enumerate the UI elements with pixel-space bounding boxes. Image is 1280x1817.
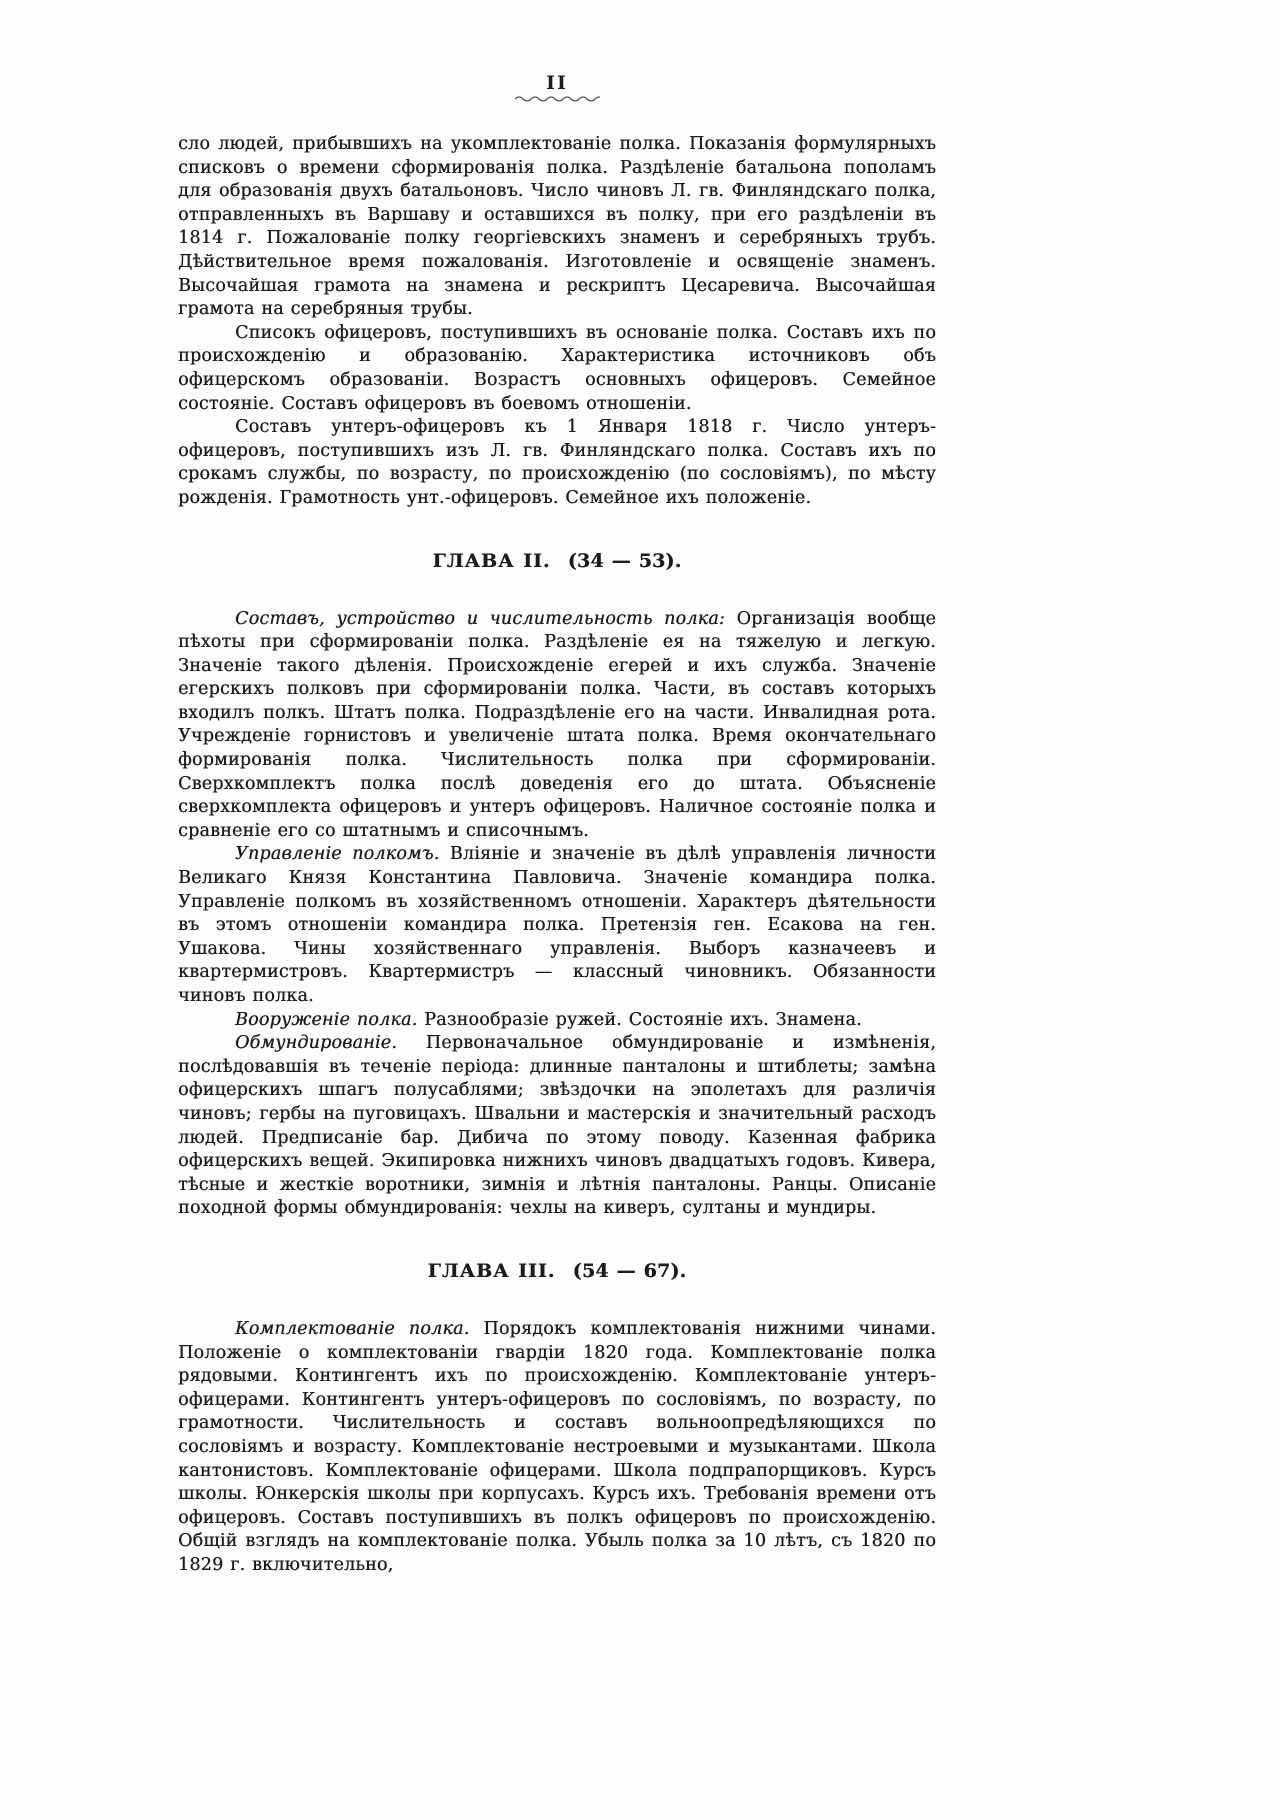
paragraph <box>178 322 936 416</box>
paragraph-lead: Комплектованіе полка. <box>235 1318 470 1339</box>
chapter-title: ГЛАВА III. <box>427 1259 556 1282</box>
paragraph <box>178 843 936 1008</box>
page-number: II <box>546 72 568 94</box>
chapter-title: ГЛАВА II. <box>432 549 551 572</box>
paragraph-lead: Управленіе полкомъ. <box>235 844 440 865</box>
paragraph-lead: Обмундированіе. <box>235 1033 397 1054</box>
paragraph <box>178 416 936 510</box>
paragraph-text: Организація вообще пѣхоты при сформированіи полка. Раздѣленіе ея на тяжелую и легкую. Значеніе такого дѣленія. Происхожденіе егерей и ихъ служба. Значеніе егерскихъ полковъ при сформированіи полка. Части, въ составъ которыхъ входилъ полкъ. Штатъ полка. Подраздѣленіе его на части. Инвалидная рота. Учрежденіе горнистовъ и увеличеніе штата полка. Время окончательнаго формированія полка. Числительность полка при сформированіи. Сверхкомплектъ полка послѣ доведенія его до штата. Объясненіе сверхкомплекта офицеровъ и унтеръ офицеровъ. Наличное состояніе полка и сравненіе его со штатнымъ и списочнымъ. <box>178 608 936 841</box>
page-header <box>178 74 936 103</box>
paragraph <box>178 1032 936 1221</box>
chapter-page-range: (54 — 67). <box>572 1259 687 1282</box>
paragraph <box>178 133 936 322</box>
paragraph-text: Порядокъ комплектованія нижними чинами. Положеніе о комплектованіи гвардіи 1820 года. Комплектованіе полка рядовыми. Контингентъ ихъ по происхожденію. Комплектованіе унтеръ-офицерами. Контингентъ унтеръ-офицеровъ по сословіямъ, по возрасту, по грамотности. Числительность и составъ вольноопредѣляющихся по сословіямъ и возрасту. Комплектованіе нестроевыми и музыкантами. Школа кантонистовъ. Комплектованіе офицерами. Школа подпрапорщиковъ. Курсъ школы. Юнкерскія школы при корпусахъ. Курсъ ихъ. Требованія времени отъ офицеровъ. Составъ поступившихъ въ полкъ офицеровъ по происхожденію. Общій взглядъ на комплектованіе полка. Убыль полка за 10 лѣтъ, съ 1820 по 1829 г. включительно, <box>178 1318 937 1575</box>
paragraph <box>178 608 936 844</box>
squiggle-ornament <box>514 95 600 103</box>
chapter-heading <box>178 549 936 572</box>
chapter-page-range: (34 — 53). <box>567 549 682 572</box>
paragraph-text: Списокъ офицеровъ, поступившихъ въ основаніе полка. Составъ ихъ по происхожденію и образованію. Характеристика источниковъ объ офицерскомъ образованіи. Возрастъ основныхъ офицеровъ. Семейное состояніе. Составъ офицеровъ въ боевомъ отношеніи. <box>178 322 936 414</box>
paragraph-text: Первоначальное обмундированіе и измѣненія, послѣдовавшія въ теченіе періода: длинные панталоны и штиблеты; замѣна офицерскихъ шпагъ полусаблями; звѣздочки на эполетахъ для различія чиновъ; гербы на пуговицахъ. Швальни и мастерскія и значительный расходъ людей. Предписаніе бар. Дибича по этому поводу. Казенная фабрика офицерскихъ вещей. Экипировка нижнихъ чиновъ двадцатыхъ годовъ. Кивера, тѣсные и жесткіе воротники, зимнія и лѣтнія панталоны. Ранцы. Описаніе походной формы обмундированія: чехлы на киверъ, султаны и мундиры. <box>178 1033 936 1219</box>
paragraph-text: Вліяніе и значеніе въ дѣлѣ управленія личности Великаго Князя Константина Павловича. Значеніе командира полка. Управленіе полкомъ въ хозяйственномъ отношеніи. Характеръ дѣятельности въ этомъ отношеніи командира полка. Претензія ген. Есакова на ген. Ушакова. Чины хозяйственнаго управленія. Выборъ казначеевъ и квартермистровъ. Квартермистръ — классный чиновникъ. Обязанности чиновъ полка. <box>178 844 937 1006</box>
paragraph-text: Разнообразіе ружей. Состояніе ихъ. Знамена. <box>424 1009 862 1030</box>
paragraph-lead: Составъ, устройство и числительность полка: <box>235 608 725 629</box>
text-block <box>178 133 936 1577</box>
paragraph-lead: Вооруженіе полка. <box>235 1009 418 1030</box>
chapter-heading <box>178 1259 936 1282</box>
paragraph-text: Составъ унтеръ-офицеровъ къ 1 Января 1818 г. Число унтеръ-офицеровъ, поступившихъ изъ Л. гв. Финляндскаго полка. Составъ ихъ по срокамъ службы, по возрасту, по происхожденію (по сословіямъ), по мѣсту рожденія. Грамотность унт.-офицеровъ. Семейное ихъ положеніе. <box>178 417 936 508</box>
paragraph <box>178 1318 936 1578</box>
paragraph <box>178 1009 936 1033</box>
paragraph-text: сло людей, прибывшихъ на укомплектованіе полка. Показанія формулярныхъ списковъ о времени сформированія полка. Раздѣленіе батальона пополамъ для образованія двухъ батальоновъ. Число чиновъ Л. гв. Финляндскаго полка, отправленныхъ въ Варшаву и оставшихся въ полку, при его раздѣленіи въ 1814 г. Пожалованіе полку георгіевскихъ знаменъ и серебряныхъ трубъ. Дѣйствительное время пожалованія. Изготовленіе и освященіе знаменъ. Высочайшая грамота на знамена и рескриптъ Цесаревича. Высочайшая грамота на серебряныя трубы. <box>178 134 936 320</box>
